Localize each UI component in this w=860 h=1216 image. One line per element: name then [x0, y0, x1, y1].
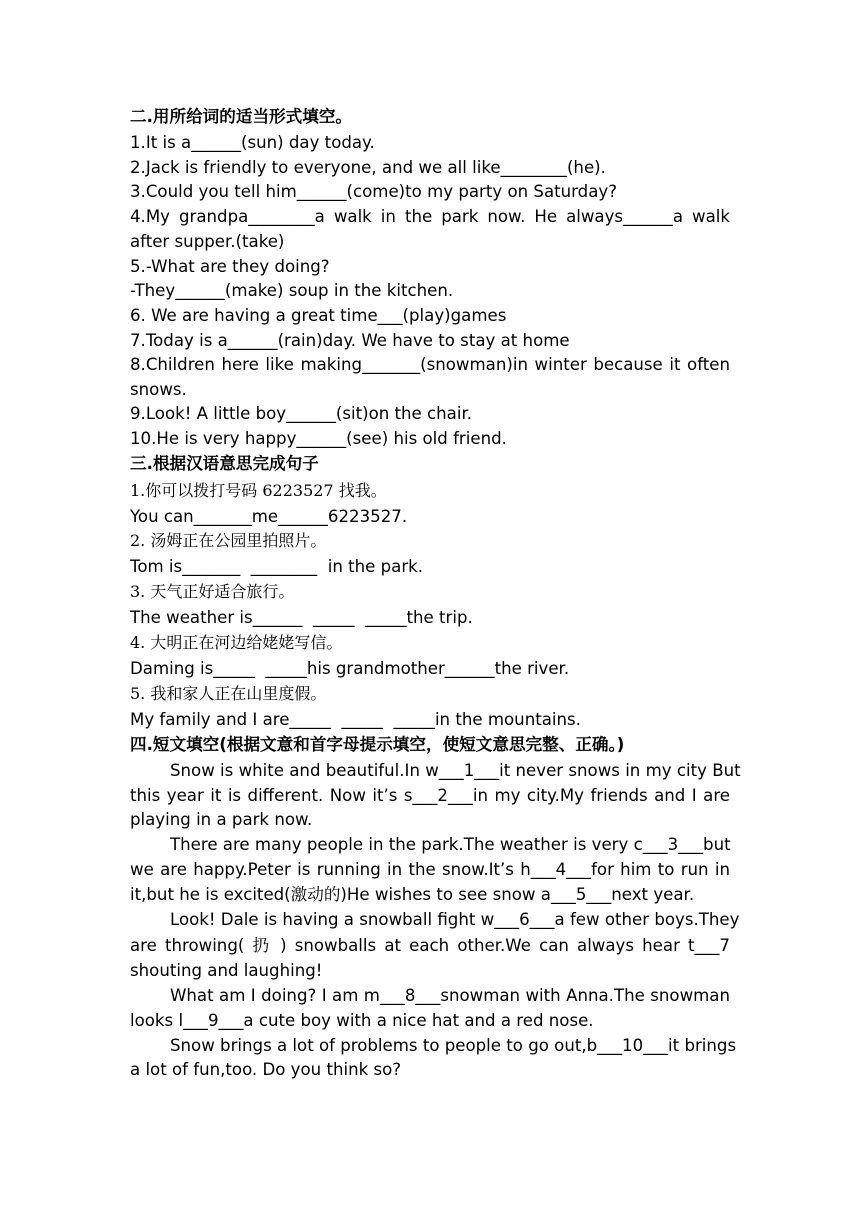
- s2-line: 10.He is very happy______(see) his old friend.: [130, 429, 507, 448]
- s2-line: snows.: [130, 380, 187, 399]
- section2-heading: 二.用所给词的适当形式填空。: [130, 107, 353, 126]
- s2-line: 2.Jack is friendly to everyone, and we all like________(he).: [130, 158, 606, 177]
- s3-line: The weather is______ _____ _____the trip.: [130, 608, 473, 627]
- s2-line: -They______(make) soup in the kitchen.: [130, 281, 454, 300]
- section3-heading: 三.根据汉语意思完成句子: [130, 454, 319, 473]
- s3-chinese-line: 2. 汤姆正在公园里拍照片。: [130, 531, 327, 550]
- s4-line: playing in a park now.: [130, 810, 313, 829]
- s3-chinese-line: 5. 我和家人正在山里度假。: [130, 684, 327, 703]
- s2-line: 1.It is a______(sun) day today.: [130, 133, 375, 152]
- s4-line: are throwing( 扔 ) snowballs at each other.We can always hear t___7: [130, 936, 730, 955]
- s3-line: My family and I are_____ _____ _____in the mountains.: [130, 710, 581, 729]
- section4-heading: 四.短文填空(根据文意和首字母提示填空，使短文意思完整、正确。): [130, 735, 625, 754]
- s3-chinese-line: 3. 天气正好适合旅行。: [130, 582, 295, 601]
- s3-line: Daming is_____ _____his grandmother______the river.: [130, 659, 570, 678]
- s4-line: There are many people in the park.The weather is very c___3___but: [170, 835, 731, 854]
- s2-line: 8.Children here like making_______(snowman)in winter because it often: [130, 355, 730, 374]
- s2-line: 6. We are having a great time___(play)games: [130, 306, 507, 325]
- s4-line: it,but he is excited(激动的)He wishes to see snow a___5___next year.: [130, 885, 695, 904]
- s2-line: 3.Could you tell him______(come)to my party on Saturday?: [130, 182, 617, 201]
- s2-line: 5.-What are they doing?: [130, 257, 330, 276]
- s3-chinese-line: 4. 大明正在河边给姥姥写信。: [130, 633, 343, 652]
- s3-chinese-line: 1.你可以拨打号码 6223527 找我。: [130, 481, 387, 500]
- s4-line: shouting and laughing!: [130, 961, 323, 980]
- s2-line: 4.My grandpa________a walk in the park now. He always______a walk: [130, 207, 730, 226]
- s4-line: What am I doing? I am m___8___snowman with Anna.The snowman: [170, 986, 730, 1005]
- s4-line: this year it is different. Now it’s s___2___in my city.My friends and I are: [130, 786, 730, 805]
- s2-line: after supper.(take): [130, 232, 285, 251]
- s4-line: Snow brings a lot of problems to people to go out,b___10___it brings: [170, 1036, 737, 1055]
- s3-line: You can_______me______6223527.: [130, 507, 408, 526]
- s4-line: Look! Dale is having a snowball fight w___6___a few other boys.They: [170, 910, 740, 929]
- s2-line: 7.Today is a______(rain)day. We have to stay at home: [130, 331, 570, 350]
- s4-line: Snow is white and beautiful.In w___1___it never snows in my city But: [170, 761, 741, 780]
- s4-line: we are happy.Peter is running in the snow.It’s h___4___for him to run in: [130, 860, 730, 879]
- s3-line: Tom is_______ ________ in the park.: [130, 557, 424, 576]
- s4-line: looks l___9___a cute boy with a nice hat and a red nose.: [130, 1011, 594, 1030]
- s4-line: a lot of fun,too. Do you think so?: [130, 1060, 402, 1079]
- s2-line: 9.Look! A little boy______(sit)on the chair.: [130, 404, 473, 423]
